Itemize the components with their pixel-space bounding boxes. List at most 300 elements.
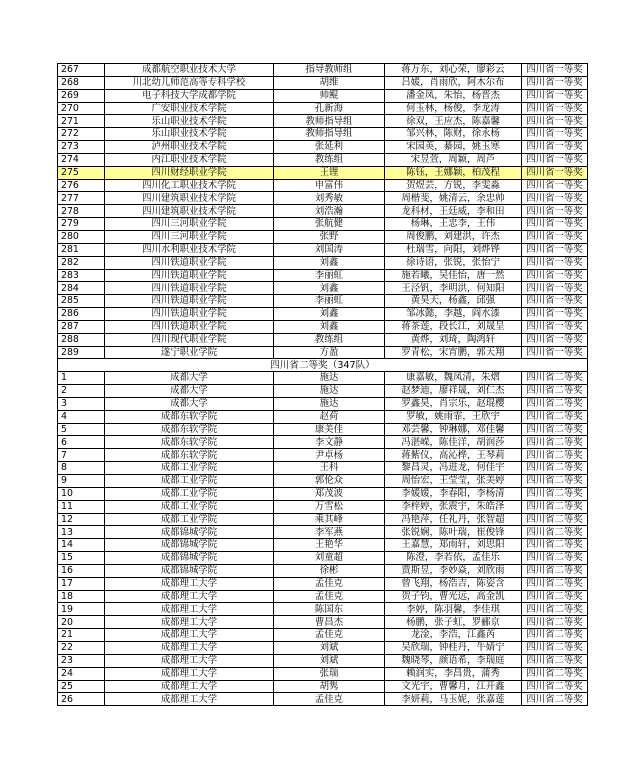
cell-number: 22 bbox=[58, 641, 105, 654]
cell-advisor: 刘鑫 bbox=[274, 282, 385, 295]
table-row bbox=[58, 308, 588, 321]
cell-number: 1 bbox=[58, 372, 105, 385]
cell-members: 罗鑫昊，肖宗乐，赵琨樱 bbox=[385, 397, 522, 410]
cell-number: 270 bbox=[58, 102, 105, 115]
cell-advisor: 施达 bbox=[274, 372, 385, 385]
cell-advisor: 张野 bbox=[274, 230, 385, 243]
cell-advisor: 孔新海 bbox=[274, 102, 385, 115]
cell-number: 8 bbox=[58, 462, 105, 475]
cell-school: 四川铁道职业学院 bbox=[105, 269, 274, 282]
cell-school: 电子科技大学成都学院 bbox=[105, 89, 274, 102]
cell-award: 四川省二等奖 bbox=[522, 513, 588, 526]
cell-advisor: 教师指导组 bbox=[274, 128, 385, 141]
cell-number: 26 bbox=[58, 693, 105, 706]
cell-award: 四川省一等奖 bbox=[522, 102, 588, 115]
cell-number: 2 bbox=[58, 385, 105, 398]
cell-members: 邹冰懿，李越，阎水漆 bbox=[385, 308, 522, 321]
table-row bbox=[58, 115, 588, 128]
cell-school: 成都理工大学 bbox=[105, 590, 274, 603]
cell-members: 周怡宏，王莹莹，张美婷 bbox=[385, 475, 522, 488]
awards-table bbox=[57, 63, 588, 706]
cell-school: 成都锦城学院 bbox=[105, 552, 274, 565]
cell-number: 276 bbox=[58, 179, 105, 192]
cell-advisor: 万雪松 bbox=[274, 500, 385, 513]
table-row bbox=[58, 436, 588, 449]
cell-award: 四川省一等奖 bbox=[522, 320, 588, 333]
cell-school: 成都理工大学 bbox=[105, 603, 274, 616]
cell-award: 四川省二等奖 bbox=[522, 410, 588, 423]
cell-advisor: 李文静 bbox=[274, 436, 385, 449]
cell-number: 10 bbox=[58, 487, 105, 500]
cell-number: 4 bbox=[58, 410, 105, 423]
cell-award: 四川省一等奖 bbox=[522, 269, 588, 282]
cell-award: 四川省二等奖 bbox=[522, 667, 588, 680]
cell-advisor: 张航健 bbox=[274, 218, 385, 231]
cell-advisor: 刘国涛 bbox=[274, 243, 385, 256]
cell-number: 11 bbox=[58, 500, 105, 513]
cell-advisor: 王锂 bbox=[274, 166, 385, 179]
cell-award: 四川省二等奖 bbox=[522, 680, 588, 693]
cell-advisor: 赵荷 bbox=[274, 410, 385, 423]
cell-award: 四川省二等奖 bbox=[522, 629, 588, 642]
cell-number: 275 bbox=[58, 166, 105, 179]
cell-members: 赵梦迪，廖祥晟，刘仁杰 bbox=[385, 385, 522, 398]
section-heading: 四川省二等奖（347队） bbox=[58, 359, 588, 372]
cell-advisor: 刘鑫 bbox=[274, 308, 385, 321]
cell-members: 赖润实，李昌贵，蒲秀 bbox=[385, 667, 522, 680]
cell-number: 25 bbox=[58, 680, 105, 693]
table-row bbox=[58, 128, 588, 141]
table-row-highlighted bbox=[58, 166, 588, 179]
cell-members: 徐双，王应杰，陈嘉馨 bbox=[385, 115, 522, 128]
cell-award: 四川省一等奖 bbox=[522, 243, 588, 256]
cell-school: 四川铁道职业学院 bbox=[105, 256, 274, 269]
cell-advisor: 王科 bbox=[274, 462, 385, 475]
cell-advisor: 刘鑫 bbox=[274, 256, 385, 269]
table-row bbox=[58, 320, 588, 333]
cell-school: 成都锦城学院 bbox=[105, 526, 274, 539]
table-row bbox=[58, 552, 588, 565]
cell-members: 杨鹏，张子虹，罗郦京 bbox=[385, 616, 522, 629]
cell-members: 李梓婷，张震宇，朱皓泽 bbox=[385, 500, 522, 513]
cell-members: 陈钰，王娜颖，柏茂程 bbox=[385, 166, 522, 179]
cell-advisor: 郑茂波 bbox=[274, 487, 385, 500]
table-row bbox=[58, 205, 588, 218]
cell-school: 成都工业学院 bbox=[105, 513, 274, 526]
cell-school: 四川铁道职业学院 bbox=[105, 282, 274, 295]
cell-number: 14 bbox=[58, 539, 105, 552]
cell-school: 四川建筑职业技术学院 bbox=[105, 205, 274, 218]
cell-award: 四川省二等奖 bbox=[522, 372, 588, 385]
cell-members: 龙科材，王廷威，李和田 bbox=[385, 205, 522, 218]
cell-number: 279 bbox=[58, 218, 105, 231]
cell-school: 成都大学 bbox=[105, 385, 274, 398]
cell-number: 18 bbox=[58, 590, 105, 603]
cell-advisor: 康美佳 bbox=[274, 423, 385, 436]
cell-members: 李婷，陈羽馨，李佳琪 bbox=[385, 603, 522, 616]
cell-advisor: 孟佳克 bbox=[274, 629, 385, 642]
cell-advisor: 曹昌杰 bbox=[274, 616, 385, 629]
cell-number: 9 bbox=[58, 475, 105, 488]
cell-advisor: 刘浩瀚 bbox=[274, 205, 385, 218]
cell-advisor: 刘斌 bbox=[274, 641, 385, 654]
table-row bbox=[58, 500, 588, 513]
cell-members: 蒋紫仪，高沁桦，王琴莉 bbox=[385, 449, 522, 462]
cell-number: 271 bbox=[58, 115, 105, 128]
cell-award: 四川省二等奖 bbox=[522, 577, 588, 590]
cell-school: 成都锦城学院 bbox=[105, 564, 274, 577]
cell-members: 何玉林，杨俊，李龙涛 bbox=[385, 102, 522, 115]
cell-school: 成都工业学院 bbox=[105, 487, 274, 500]
cell-award: 四川省一等奖 bbox=[522, 115, 588, 128]
table-row bbox=[58, 102, 588, 115]
table-row bbox=[58, 487, 588, 500]
cell-school: 成都东软学院 bbox=[105, 410, 274, 423]
table-row bbox=[58, 192, 588, 205]
table-row bbox=[58, 269, 588, 282]
cell-advisor: 教练组 bbox=[274, 153, 385, 166]
cell-members: 杨琳，王忠李，王伟 bbox=[385, 218, 522, 231]
cell-school: 四川现代职业学院 bbox=[105, 333, 274, 346]
cell-members: 贺煜芸，方锐，李雯淼 bbox=[385, 179, 522, 192]
cell-advisor: 李军燕 bbox=[274, 526, 385, 539]
cell-award: 四川省一等奖 bbox=[522, 89, 588, 102]
cell-school: 成都理工大学 bbox=[105, 577, 274, 590]
cell-advisor: 李丽虹 bbox=[274, 269, 385, 282]
cell-school: 乐山职业技术学院 bbox=[105, 115, 274, 128]
cell-award: 四川省二等奖 bbox=[522, 500, 588, 513]
cell-number: 3 bbox=[58, 397, 105, 410]
cell-advisor: 孟佳克 bbox=[274, 590, 385, 603]
cell-number: 287 bbox=[58, 320, 105, 333]
cell-school: 成都理工大学 bbox=[105, 680, 274, 693]
cell-advisor: 帅鲲 bbox=[274, 89, 385, 102]
cell-school: 成都理工大学 bbox=[105, 641, 274, 654]
cell-school: 四川铁道职业学院 bbox=[105, 295, 274, 308]
cell-school: 遂宁职业学院 bbox=[105, 346, 274, 359]
cell-school: 成都工业学院 bbox=[105, 500, 274, 513]
cell-members: 黄昊天，杨鑫，邱强 bbox=[385, 295, 522, 308]
second-prize-rows bbox=[58, 372, 588, 706]
cell-advisor: 刘秀敏 bbox=[274, 192, 385, 205]
cell-number: 278 bbox=[58, 205, 105, 218]
cell-advisor: 指导教师组 bbox=[274, 64, 385, 77]
cell-award: 四川省二等奖 bbox=[522, 552, 588, 565]
cell-number: 285 bbox=[58, 295, 105, 308]
cell-advisor: 申富伟 bbox=[274, 179, 385, 192]
cell-number: 16 bbox=[58, 564, 105, 577]
cell-school: 成都理工大学 bbox=[105, 616, 274, 629]
cell-school: 成都东软学院 bbox=[105, 436, 274, 449]
cell-members: 施若曦，吴佳怡，唐一然 bbox=[385, 269, 522, 282]
cell-members: 罗青松，宋宵鹏，郭天翔 bbox=[385, 346, 522, 359]
cell-members: 冯艳萍，任礼丹，张智超 bbox=[385, 513, 522, 526]
cell-school: 四川铁道职业学院 bbox=[105, 308, 274, 321]
cell-members: 冯湛嵘，陈佳洋，胡润莎 bbox=[385, 436, 522, 449]
cell-award: 四川省二等奖 bbox=[522, 397, 588, 410]
cell-number: 7 bbox=[58, 449, 105, 462]
cell-advisor: 方盈 bbox=[274, 346, 385, 359]
cell-members: 张锐娴，陈叶瑞，崔俊锋 bbox=[385, 526, 522, 539]
cell-advisor: 徐彬 bbox=[274, 564, 385, 577]
cell-award: 四川省一等奖 bbox=[522, 308, 588, 321]
cell-award: 四川省一等奖 bbox=[522, 76, 588, 89]
cell-members: 贾斯昱，李妙焱，刘欣雨 bbox=[385, 564, 522, 577]
cell-advisor: 刘鑫 bbox=[274, 320, 385, 333]
cell-school: 成都锦城学院 bbox=[105, 539, 274, 552]
cell-school: 四川铁道职业学院 bbox=[105, 320, 274, 333]
cell-school: 四川建筑职业技术学院 bbox=[105, 192, 274, 205]
cell-award: 四川省一等奖 bbox=[522, 295, 588, 308]
table-row bbox=[58, 243, 588, 256]
cell-school: 泸州职业技术学院 bbox=[105, 141, 274, 154]
cell-school: 四川财经职业学院 bbox=[105, 166, 274, 179]
table-row bbox=[58, 616, 588, 629]
cell-number: 282 bbox=[58, 256, 105, 269]
cell-number: 272 bbox=[58, 128, 105, 141]
cell-award: 四川省一等奖 bbox=[522, 333, 588, 346]
cell-advisor: 张延利 bbox=[274, 141, 385, 154]
cell-advisor: 刘斌 bbox=[274, 654, 385, 667]
cell-school: 广安职业技术学院 bbox=[105, 102, 274, 115]
cell-number: 17 bbox=[58, 577, 105, 590]
cell-members: 宋昱萱，周颖，周芦 bbox=[385, 153, 522, 166]
cell-number: 274 bbox=[58, 153, 105, 166]
cell-members: 宋园英，綦园，姚玉寒 bbox=[385, 141, 522, 154]
cell-award: 四川省二等奖 bbox=[522, 654, 588, 667]
table-row bbox=[58, 346, 588, 359]
cell-members: 罗敏，姚雨霏，王欣宇 bbox=[385, 410, 522, 423]
cell-award: 四川省二等奖 bbox=[522, 616, 588, 629]
cell-award: 四川省一等奖 bbox=[522, 153, 588, 166]
table-row bbox=[58, 680, 588, 693]
cell-school: 四川水利职业技术学院 bbox=[105, 243, 274, 256]
table-row bbox=[58, 693, 588, 706]
table-row bbox=[58, 577, 588, 590]
table-row bbox=[58, 153, 588, 166]
cell-members: 李妍莉，马玉妮，张嘉莲 bbox=[385, 693, 522, 706]
second-prize-section bbox=[58, 359, 588, 372]
cell-award: 四川省二等奖 bbox=[522, 475, 588, 488]
cell-advisor: 施达 bbox=[274, 397, 385, 410]
cell-school: 成都理工大学 bbox=[105, 629, 274, 642]
table-row bbox=[58, 64, 588, 77]
table-row bbox=[58, 230, 588, 243]
cell-school: 成都理工大学 bbox=[105, 667, 274, 680]
table-row bbox=[58, 282, 588, 295]
table-row bbox=[58, 513, 588, 526]
cell-school: 成都大学 bbox=[105, 397, 274, 410]
table-row bbox=[58, 76, 588, 89]
cell-award: 四川省一等奖 bbox=[522, 205, 588, 218]
table-row bbox=[58, 641, 588, 654]
cell-advisor: 乘其峰 bbox=[274, 513, 385, 526]
cell-number: 5 bbox=[58, 423, 105, 436]
cell-award: 四川省二等奖 bbox=[522, 526, 588, 539]
cell-award: 四川省二等奖 bbox=[522, 539, 588, 552]
cell-advisor: 陈国东 bbox=[274, 603, 385, 616]
cell-number: 268 bbox=[58, 76, 105, 89]
cell-number: 281 bbox=[58, 243, 105, 256]
cell-number: 283 bbox=[58, 269, 105, 282]
cell-award: 四川省二等奖 bbox=[522, 423, 588, 436]
cell-members: 潘金凤，朱怡，杨晋杰 bbox=[385, 89, 522, 102]
cell-award: 四川省一等奖 bbox=[522, 282, 588, 295]
cell-members: 蒋茶莲，段长江，刘晟呈 bbox=[385, 320, 522, 333]
cell-members: 龙淦，李浩，江鑫芮 bbox=[385, 629, 522, 642]
cell-number: 284 bbox=[58, 282, 105, 295]
table-row bbox=[58, 89, 588, 102]
table-row bbox=[58, 256, 588, 269]
cell-school: 成都工业学院 bbox=[105, 475, 274, 488]
cell-school: 成都东软学院 bbox=[105, 449, 274, 462]
cell-award: 四川省二等奖 bbox=[522, 487, 588, 500]
first-prize-rows bbox=[58, 64, 588, 359]
cell-members: 王泾钒，李明洪，何知阳 bbox=[385, 282, 522, 295]
cell-advisor: 施达 bbox=[274, 385, 385, 398]
cell-school: 成都工业学院 bbox=[105, 462, 274, 475]
cell-award: 四川省一等奖 bbox=[522, 192, 588, 205]
cell-advisor: 张瑞 bbox=[274, 667, 385, 680]
cell-members: 邓芸馨，钟琳娜，邓佳馨 bbox=[385, 423, 522, 436]
cell-award: 四川省二等奖 bbox=[522, 449, 588, 462]
cell-school: 成都大学 bbox=[105, 372, 274, 385]
cell-award: 四川省二等奖 bbox=[522, 693, 588, 706]
cell-award: 四川省一等奖 bbox=[522, 218, 588, 231]
table-row bbox=[58, 333, 588, 346]
cell-award: 四川省二等奖 bbox=[522, 564, 588, 577]
table-row bbox=[58, 179, 588, 192]
cell-advisor: 教师指导组 bbox=[274, 115, 385, 128]
cell-school: 乐山职业技术学院 bbox=[105, 128, 274, 141]
cell-advisor: 胡隽 bbox=[274, 680, 385, 693]
cell-members: 文光宇，曹馨月，江开鑫 bbox=[385, 680, 522, 693]
cell-members: 吕媛，肖雨欣，阿木尔布 bbox=[385, 76, 522, 89]
cell-school: 内江职业技术学院 bbox=[105, 153, 274, 166]
cell-school: 成都理工大学 bbox=[105, 654, 274, 667]
cell-number: 277 bbox=[58, 192, 105, 205]
cell-members: 黄烨，刘琦，陶鸿轩 bbox=[385, 333, 522, 346]
cell-members: 徐诗语，张锐，张怡宁 bbox=[385, 256, 522, 269]
cell-school: 四川三河职业学院 bbox=[105, 218, 274, 231]
table-row bbox=[58, 629, 588, 642]
cell-members: 魏晓琴，颜语希，李瑞庭 bbox=[385, 654, 522, 667]
table-row bbox=[58, 218, 588, 231]
table-row bbox=[58, 462, 588, 475]
cell-number: 267 bbox=[58, 64, 105, 77]
cell-members: 周俊鹏，刘建洪，许杰 bbox=[385, 230, 522, 243]
cell-members: 杜瑞雪，向阳，刘烨铧 bbox=[385, 243, 522, 256]
table-row bbox=[58, 590, 588, 603]
table-row bbox=[58, 295, 588, 308]
cell-number: 269 bbox=[58, 89, 105, 102]
table-row bbox=[58, 141, 588, 154]
table-row bbox=[58, 667, 588, 680]
cell-advisor: 王艳华 bbox=[274, 539, 385, 552]
cell-number: 15 bbox=[58, 552, 105, 565]
cell-award: 四川省一等奖 bbox=[522, 166, 588, 179]
cell-members: 邹兴林，陈财，徐永杨 bbox=[385, 128, 522, 141]
cell-number: 24 bbox=[58, 667, 105, 680]
table-row bbox=[58, 423, 588, 436]
cell-advisor: 李丽虹 bbox=[274, 295, 385, 308]
cell-number: 21 bbox=[58, 629, 105, 642]
cell-members: 王嘉慧，郑雨轩，刘思阳 bbox=[385, 539, 522, 552]
cell-advisor: 教练组 bbox=[274, 333, 385, 346]
table-row bbox=[58, 564, 588, 577]
cell-number: 13 bbox=[58, 526, 105, 539]
cell-award: 四川省二等奖 bbox=[522, 385, 588, 398]
section-heading-row bbox=[58, 359, 588, 372]
cell-members: 蒋万东，刘心荣，廖彩云 bbox=[385, 64, 522, 77]
table-row bbox=[58, 526, 588, 539]
cell-award: 四川省一等奖 bbox=[522, 230, 588, 243]
cell-number: 20 bbox=[58, 616, 105, 629]
cell-advisor: 刘童超 bbox=[274, 552, 385, 565]
cell-award: 四川省一等奖 bbox=[522, 346, 588, 359]
cell-school: 成都航空职业技术大学 bbox=[105, 64, 274, 77]
cell-members: 李媛媛，李春阳，李杨清 bbox=[385, 487, 522, 500]
table-row bbox=[58, 539, 588, 552]
cell-members: 贺子钧，曹光远，高金凯 bbox=[385, 590, 522, 603]
cell-number: 280 bbox=[58, 230, 105, 243]
cell-school: 四川化工职业技术学院 bbox=[105, 179, 274, 192]
cell-award: 四川省一等奖 bbox=[522, 64, 588, 77]
cell-number: 12 bbox=[58, 513, 105, 526]
cell-number: 273 bbox=[58, 141, 105, 154]
cell-members: 曾飞翔，杨浩吉，陈姿含 bbox=[385, 577, 522, 590]
cell-award: 四川省二等奖 bbox=[522, 590, 588, 603]
cell-number: 19 bbox=[58, 603, 105, 616]
cell-award: 四川省一等奖 bbox=[522, 179, 588, 192]
cell-school: 成都理工大学 bbox=[105, 693, 274, 706]
cell-number: 288 bbox=[58, 333, 105, 346]
cell-advisor: 郭伦众 bbox=[274, 475, 385, 488]
cell-number: 289 bbox=[58, 346, 105, 359]
cell-members: 周楷斐，姚清云，余忠帅 bbox=[385, 192, 522, 205]
cell-award: 四川省二等奖 bbox=[522, 603, 588, 616]
cell-number: 6 bbox=[58, 436, 105, 449]
cell-members: 陈澄，李若依，孟佳乐 bbox=[385, 552, 522, 565]
cell-advisor: 孟佳克 bbox=[274, 693, 385, 706]
cell-award: 四川省一等奖 bbox=[522, 141, 588, 154]
cell-members: 康嘉敏，魏凤清，朱熠 bbox=[385, 372, 522, 385]
cell-school: 四川三河职业学院 bbox=[105, 230, 274, 243]
table-row bbox=[58, 654, 588, 667]
cell-number: 23 bbox=[58, 654, 105, 667]
table-row bbox=[58, 603, 588, 616]
cell-award: 四川省二等奖 bbox=[522, 436, 588, 449]
table-row bbox=[58, 410, 588, 423]
cell-award: 四川省二等奖 bbox=[522, 462, 588, 475]
cell-award: 四川省一等奖 bbox=[522, 256, 588, 269]
cell-school: 川北幼儿师范高等专科学校 bbox=[105, 76, 274, 89]
table-row bbox=[58, 449, 588, 462]
table-row bbox=[58, 475, 588, 488]
table-row bbox=[58, 397, 588, 410]
cell-advisor: 孟佳克 bbox=[274, 577, 385, 590]
table-row bbox=[58, 385, 588, 398]
cell-members: 黎昌灵，冯进龙，何佳宇 bbox=[385, 462, 522, 475]
cell-number: 286 bbox=[58, 308, 105, 321]
cell-members: 吴欣瑞，钟桂丹，牛婧宁 bbox=[385, 641, 522, 654]
cell-advisor: 尹卓杨 bbox=[274, 449, 385, 462]
table-row bbox=[58, 372, 588, 385]
cell-award: 四川省二等奖 bbox=[522, 641, 588, 654]
cell-school: 成都东软学院 bbox=[105, 423, 274, 436]
cell-award: 四川省一等奖 bbox=[522, 128, 588, 141]
cell-advisor: 胡维 bbox=[274, 76, 385, 89]
